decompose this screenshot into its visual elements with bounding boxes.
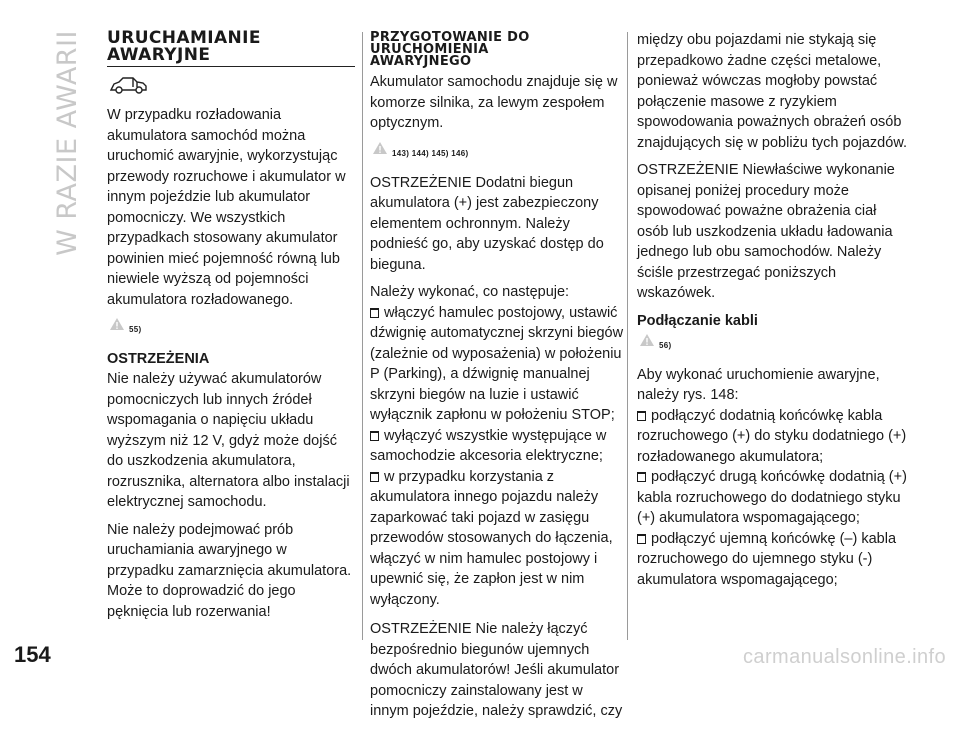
checkbox-bullet-icon xyxy=(370,431,379,441)
warning-paragraph: Nie należy podejmować prób uruchamiania awaryjnego w przypadku zamarznięcia akumulatora. Może to doprowadzić do jego pęknięcia lub rozerwania! xyxy=(107,521,352,620)
column-2 xyxy=(370,30,625,729)
note-reference xyxy=(639,333,907,357)
heading-underline xyxy=(107,66,355,67)
checkbox-bullet-icon xyxy=(370,472,379,482)
section-heading: URUCHAMIANIE AWARYJNE xyxy=(107,28,261,65)
intro-paragraph: Akumulator samochodu znajduje się w komorze silnika, za lewym zespołem optycznym. xyxy=(370,74,618,131)
list-item: w przypadku korzystania z akumulatora innego pojazdu należy zaparkować taki pojazd w zasięgu przewodów stosowanych do łączenia, włączyć w nim hamulec postojowy i upewnić się, że zapłon jest w nim wyłączony. xyxy=(370,468,613,608)
note-reference xyxy=(109,317,357,341)
warning-paragraph: OSTRZEŻENIE Dodatni biegun akumulatora (+) jest zabezpieczony elementem ochronnym. Należy podnieść go, aby uzyskać dostęp do bieguna. xyxy=(370,174,604,273)
warning-paragraph: OSTRZEŻENIE Nie należy łączyć bezpośrednio biegunów ujemnych dwóch akumulatorów! Jeśli akumulator pomocniczy zainstalowany jest w innym pojeździe, należy sprawdzić, czy xyxy=(370,621,623,719)
checkbox-bullet-icon xyxy=(637,472,646,482)
warning-paragraph: OSTRZEŻENIE Niewłaściwe wykonanie opisanej poniżej procedury może spowodować poważne obrażenia ciał osób lub uszkodzenia układu ładowania jednego lub obu samochodów. Należy ściśle przestrzegać poniższych wskazówek. xyxy=(637,162,895,301)
intro-paragraph: W przypadku rozładowania akumulatora samochód można uruchomić awaryjnie, wykorzystując przewody rozruchowe i akumulator w innym pojeździe lub akumulator pomocniczy. We wszystkich przypadkach stosowany akumulator powinien mieć pojemność równą lub niewiele wyższą od pojemności akumulatora rozładowanego. xyxy=(107,107,346,308)
section-heading: PRZYGOTOWANIE DO URUCHOMIENIA AWARYJNEGO xyxy=(370,30,530,69)
list-item: wyłączyć wszystkie występujące w samochodzie akcesoria elektryczne; xyxy=(370,427,607,464)
column-divider xyxy=(627,32,628,640)
list-item: podłączyć ujemną końcówkę (–) kabla rozruchowego do ujemnego styku (-) akumulatora wspomagającego; xyxy=(637,530,897,588)
warning-icon xyxy=(639,333,655,347)
steps-intro: Aby wykonać uruchomienie awaryjne, należy rys. 148: xyxy=(637,366,880,403)
car-icon xyxy=(109,75,357,97)
warning-icon xyxy=(109,317,125,331)
continued-paragraph: między obu pojazdami nie stykają się przepadkowo żadne części metalowe, ponieważ wówczas mogłoby powstać połączenie masowe z ryzykiem spowodowania poważnych obrażeń osób znajdujących się w pobliżu tych pojazdów. xyxy=(637,32,908,151)
warning-paragraph: Nie należy używać akumulatorów pomocniczych lub innych źródeł wspomagania o napięciu układu wyższym niż 12 V, gdyż może dojść do uszkodzenia akumulatora, rozrusznika, alternatora albo instalacji elektrycznej samochodu. xyxy=(107,371,350,510)
warning-icon xyxy=(372,141,388,155)
column-divider xyxy=(362,32,363,640)
checkbox-bullet-icon xyxy=(637,534,646,544)
section-side-title: W RAZIE AWARII xyxy=(52,30,83,256)
watermark: carmanualsonline.info xyxy=(743,646,946,668)
steps-intro: Należy wykonać, co następuje: xyxy=(370,284,570,300)
warnings-heading: OSTRZEŻENIA xyxy=(107,351,210,367)
list-item: podłączyć dodatnią końcówkę kabla rozruchowego (+) do styku dodatniego (+) rozładowanego akumulatora; xyxy=(637,407,907,465)
list-item: podłączyć drugą końcówkę dodatnią (+) kabla rozruchowego do dodatniego styku (+) akumulatora wspomagającego; xyxy=(637,469,907,526)
note-ref-number: 143) 144) 145) 146) xyxy=(392,148,469,158)
note-ref-number: 56) xyxy=(659,340,672,350)
checkbox-bullet-icon xyxy=(637,411,646,421)
page-number: 154 xyxy=(14,642,51,667)
checkbox-bullet-icon xyxy=(370,308,379,318)
list-item: włączyć hamulec postojowy, ustawić dźwignię automatycznej skrzyni biegów (zależnie od wyposażenia) w położeniu P (Parking), a dźwignię manualnej skrzyni biegów na luzie i ustawić wyłącznik zapłonu w położeniu STOP; xyxy=(370,304,624,423)
subheading: Podłączanie kabli xyxy=(637,312,758,329)
note-ref-number: 55) xyxy=(129,325,142,334)
note-reference xyxy=(372,141,625,165)
column-1 xyxy=(107,30,357,629)
column-3 xyxy=(637,30,907,590)
